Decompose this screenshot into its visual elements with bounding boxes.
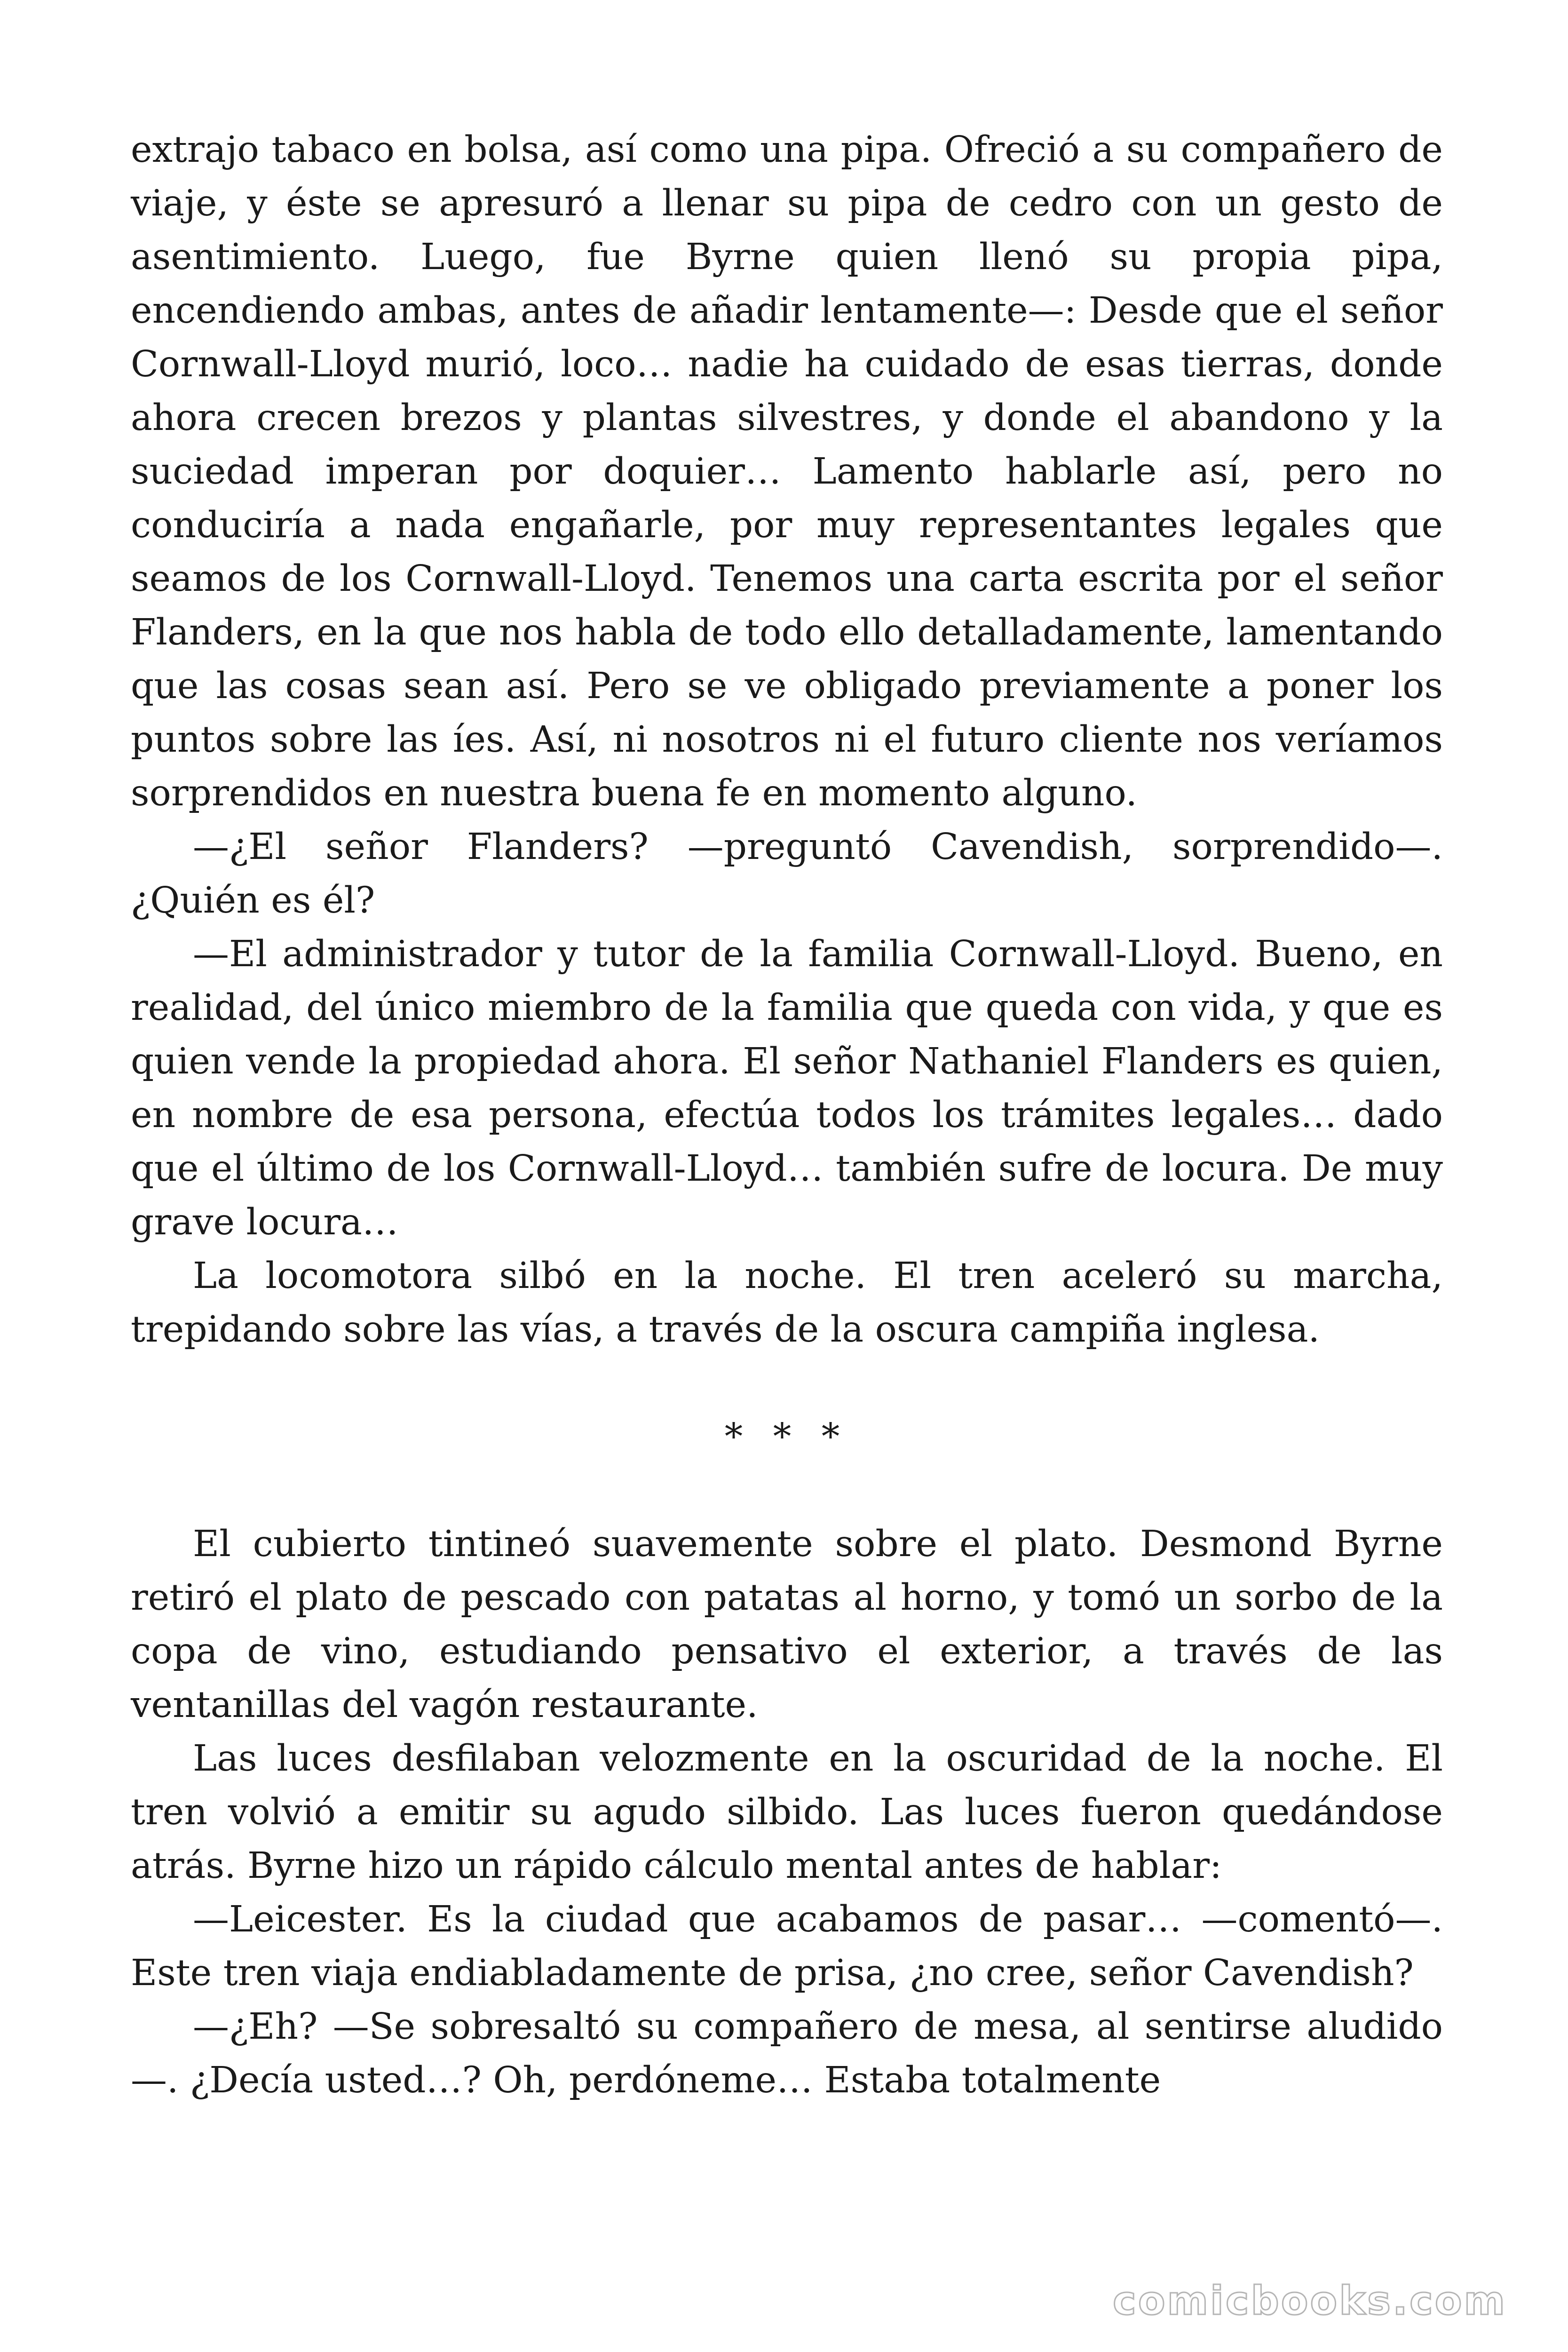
page-text — [131, 123, 1443, 2107]
paragraph-leicester: —Leicester. Es la ciudad que acabamos de pasar… —comentó—. Este tren viaja endiabladamente de prisa, ¿no cree, señor Cavendish? — [131, 1899, 1443, 1994]
scene-separator: * * * — [724, 1416, 849, 1458]
paragraph-lights: Las luces desfilaban velozmente en la oscuridad de la noche. El tren volvió a emitir su agudo silbido. Las luces fueron quedándose atrás. Byrne hizo un rápido cálculo mental antes de hablar: — [131, 1738, 1443, 1887]
paragraph-narration: La locomotora silbó en la noche. El tren aceleró su marcha, trepidando sobre las vías, a través de la oscura campiña inglesa. — [131, 1255, 1443, 1351]
paragraph-eh: —¿Eh? —Se sobresaltó su compañero de mesa, al sentirse aludido—. ¿Decía usted…? Oh, perdóneme… Estaba totalmente — [131, 2006, 1443, 2101]
watermark-logo: comicbooks.com — [1113, 2278, 1507, 2324]
paragraph-dialogue-byrne: —El administrador y tutor de la familia Cornwall-Lloyd. Bueno, en realidad, del único miembro de la familia que queda con vida, y que es quien vende la propiedad ahora. El señor Nathaniel Flanders es quien, en nombre de esa persona, efectúa todos los trámites legales… dado que el último de los Cornwall-Lloyd… también sufre de locura. De muy grave locura… — [131, 933, 1443, 1243]
paragraph-dialogue-cavendish: —¿El señor Flanders? —preguntó Cavendish, sorprendido—. ¿Quién es él? — [131, 826, 1443, 922]
paragraph-dining-car: El cubierto tintineó suavemente sobre el plato. Desmond Byrne retiró el plato de pescado con patatas al horno, y tomó un sorbo de la copa de vino, estudiando pensativo el exterior, a través de las ventanillas del vagón restaurante. — [131, 1523, 1443, 1726]
paragraph-continuation: extrajo tabaco en bolsa, así como una pipa. Ofreció a su compañero de viaje, y éste se apresuró a llenar su pipa de cedro con un gesto de asentimiento. Luego, fue Byrne quien llenó su propia pipa, encendiendo ambas, antes de añadir lentamente—: Desde que el señor Cornwall-Lloyd murió, loco… nadie ha cuidado de esas tierras, donde ahora crecen brezos y plantas silvestres, y donde el abandono y la suciedad imperan por doquier… Lamento hablarle así, pero no conduciría a nada engañarle, por muy representantes legales que seamos de los Cornwall-Lloyd. Tenemos una carta escrita por el señor Flanders, en la que nos habla de todo ello detalladamente, lamentando que las cosas sean así. Pero se ve obligado previamente a poner los puntos sobre las íes. Así, ni nosotros ni el futuro cliente nos veríamos sorprendidos en nuestra buena fe en momento alguno. — [131, 129, 1443, 814]
